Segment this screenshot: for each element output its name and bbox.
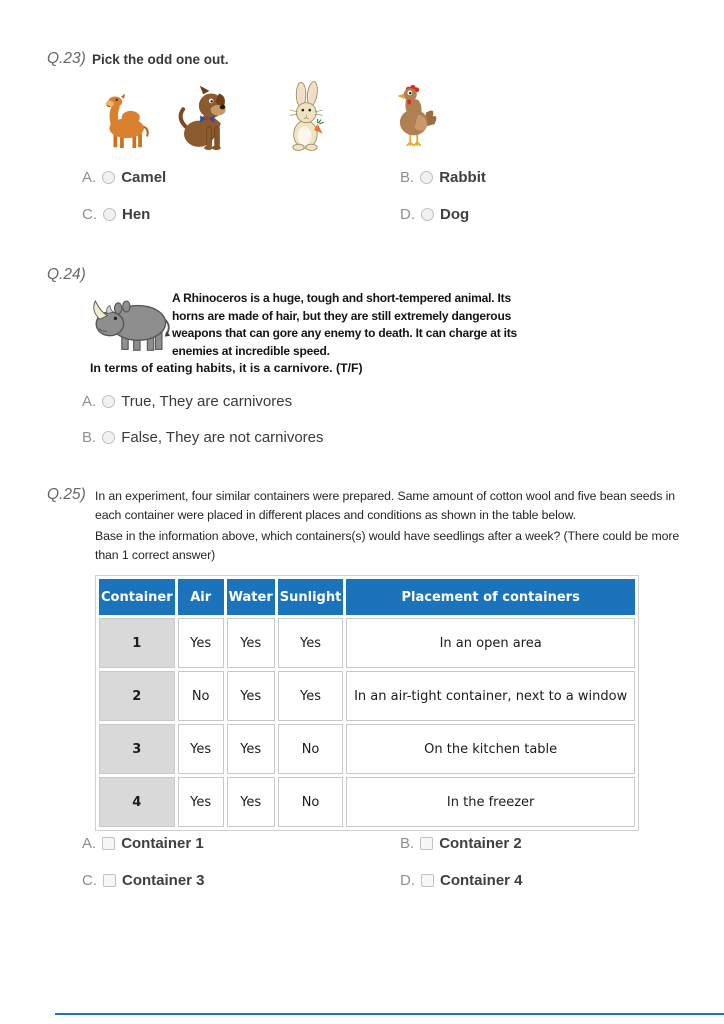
rhinoceros-image: [88, 286, 172, 363]
option-letter: A.: [82, 835, 97, 852]
table-header-cell: Sunlight: [278, 579, 344, 615]
checkbox[interactable]: [102, 837, 115, 850]
table-cell-placement: On the kitchen table: [346, 724, 635, 774]
table-cell-container: 2: [99, 671, 175, 721]
table-cell-placement: In an air-tight container, next to a window: [346, 671, 635, 721]
option-letter: B.: [400, 835, 415, 852]
q23-prompt: Pick the odd one out.: [92, 52, 229, 67]
q25-number: Q.25): [47, 486, 86, 503]
q25-option-c[interactable]: [82, 872, 205, 889]
option-letter: C.: [82, 872, 97, 889]
table-cell-air: Yes: [178, 724, 224, 774]
paragraph-line: Base in the information above, which containers(s) would have seedlings after a week? (There could be more: [95, 529, 680, 543]
radio-button[interactable]: [103, 208, 116, 221]
radio-button[interactable]: [420, 171, 433, 184]
option-letter: A.: [82, 169, 97, 186]
table-cell-container: 4: [99, 777, 175, 827]
table-header-cell: Air: [178, 579, 224, 615]
q25-paragraph-2: [95, 527, 679, 565]
table-row: [99, 671, 635, 721]
q24-option-a[interactable]: [82, 393, 292, 410]
radio-button[interactable]: [102, 395, 115, 408]
table-header-cell: Water: [227, 579, 275, 615]
q25-paragraph-1: [95, 487, 675, 525]
table-header-cell: Container: [99, 579, 175, 615]
option-label: Rabbit: [439, 169, 486, 186]
passage-line: weapons that can gore any enemy to death. It can charge at its: [172, 326, 518, 340]
table-cell-water: Yes: [227, 671, 275, 721]
page-bottom-divider: [55, 1013, 724, 1015]
paragraph-line: each container were placed in different places and conditions as shown in the table below.: [95, 508, 576, 522]
q24-passage: [172, 290, 517, 360]
paragraph-line: than 1 correct answer): [95, 548, 216, 562]
table-row: [99, 724, 635, 774]
q23-option-d[interactable]: [400, 206, 469, 223]
option-label: Container 2: [439, 835, 522, 852]
q23-option-b[interactable]: [400, 169, 486, 186]
conditions-table: [96, 576, 638, 830]
table-cell-placement: In an open area: [346, 618, 635, 668]
checkbox[interactable]: [420, 837, 433, 850]
passage-line: A Rhinoceros is a huge, tough and short-tempered animal. Its: [172, 291, 511, 305]
option-label: True, They are carnivores: [121, 393, 293, 410]
conditions-table-wrapper: [95, 575, 639, 831]
option-label: Container 3: [122, 872, 205, 889]
table-cell-container: 3: [99, 724, 175, 774]
rabbit-image: [282, 76, 334, 163]
table-cell-air: Yes: [178, 777, 224, 827]
table-row: [99, 777, 635, 827]
table-cell-air: Yes: [178, 618, 224, 668]
option-letter: C.: [82, 206, 97, 223]
q23-number: Q.23): [47, 50, 86, 67]
option-label: Camel: [121, 169, 167, 186]
table-cell-water: Yes: [227, 618, 275, 668]
option-label: Dog: [440, 206, 470, 223]
table-cell-sunlight: No: [278, 724, 344, 774]
passage-line: horns are made of hair, but they are still extremely dangerous: [172, 308, 512, 323]
checkbox[interactable]: [103, 874, 116, 887]
table-header-row: [99, 579, 635, 615]
checkbox[interactable]: [421, 874, 434, 887]
paragraph-line: In an experiment, four similar containers were prepared. Same amount of cotton wool and five bean seeds in: [95, 489, 675, 503]
table-row: [99, 618, 635, 668]
table-cell-sunlight: Yes: [278, 671, 344, 721]
passage-line: enemies at incredible speed.: [172, 343, 330, 358]
table-header-cell: Placement of containers: [346, 579, 635, 615]
option-label: Container 1: [121, 835, 204, 852]
table-cell-placement: In the freezer: [346, 777, 635, 827]
table-cell-container: 1: [99, 618, 175, 668]
table-cell-air: No: [178, 671, 224, 721]
q25-option-d[interactable]: [400, 872, 523, 889]
q24-number: Q.24): [47, 266, 86, 283]
q24-statement: In terms of eating habits, it is a carnivore. (T/F): [90, 361, 363, 375]
camel-image: [92, 82, 158, 163]
option-letter: D.: [400, 872, 415, 889]
option-label: Container 4: [440, 872, 523, 889]
q25-option-b[interactable]: [400, 835, 522, 852]
option-letter: D.: [400, 206, 415, 223]
hen-image: [386, 80, 438, 161]
dog-image: [170, 78, 240, 163]
q24-option-b[interactable]: [82, 429, 324, 446]
radio-button[interactable]: [421, 208, 434, 221]
table-cell-water: Yes: [227, 777, 275, 827]
option-label: Hen: [122, 206, 151, 223]
radio-button[interactable]: [102, 171, 115, 184]
option-letter: A.: [82, 393, 97, 410]
table-cell-water: Yes: [227, 724, 275, 774]
q23-option-a[interactable]: [82, 169, 166, 186]
option-label: False, They are not carnivores: [121, 429, 324, 446]
radio-button[interactable]: [102, 431, 115, 444]
option-letter: B.: [82, 429, 97, 446]
table-cell-sunlight: Yes: [278, 618, 344, 668]
option-letter: B.: [400, 169, 415, 186]
q23-option-c[interactable]: [82, 206, 150, 223]
table-cell-sunlight: No: [278, 777, 344, 827]
q25-option-a[interactable]: [82, 835, 204, 852]
